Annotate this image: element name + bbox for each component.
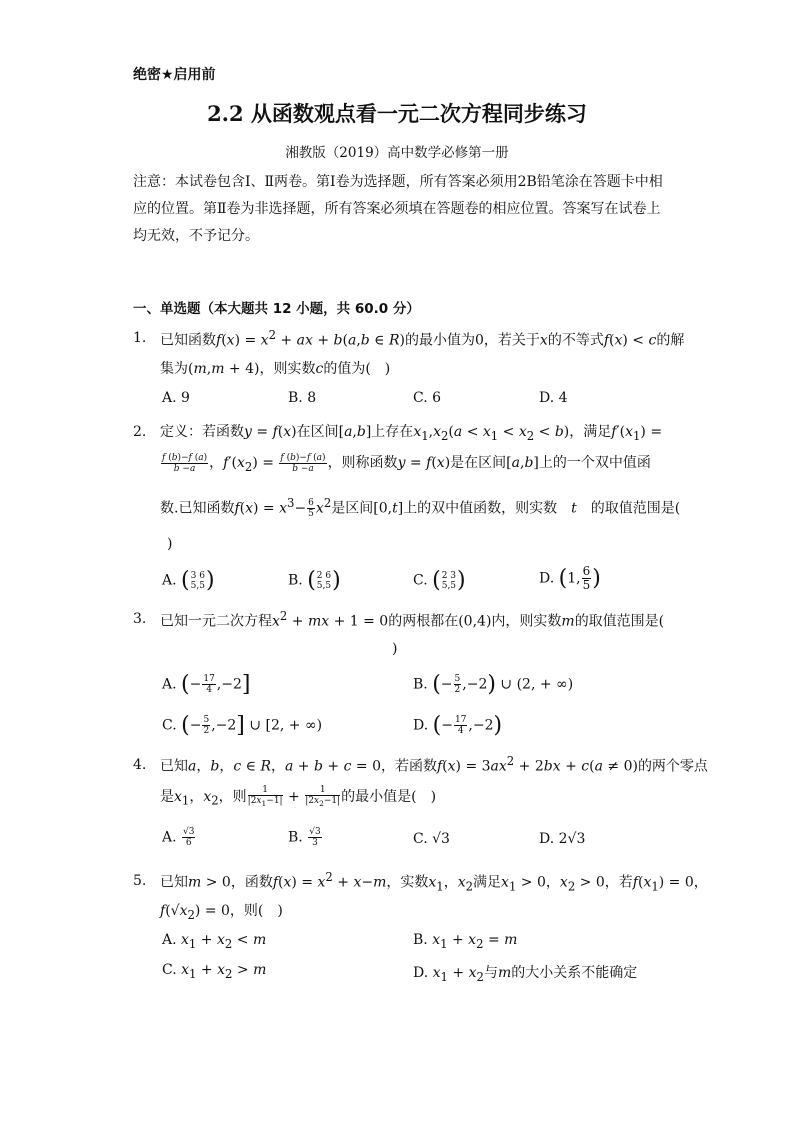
question-5-number: 5.: [133, 873, 147, 889]
question-2-stem-line2: $\frac{f (b)-f (a)}{b -a}$ ，$f'(x_2)$ = $\frac{f (b)-f (a)}{b -a}$ ，则称函数y = f(x)是在区间[a,b]上的一个双中值函: [162, 452, 651, 474]
question-2-option-d[interactable]: D. (1, $\frac{6}{5}$ ): [539, 564, 601, 592]
question-5-option-d[interactable]: D. $x_1 + x_2$与m的大小关系不能确定: [413, 965, 638, 984]
question-1-stem-line2: 集为(m,m + 4)，则实数c的值为( ): [160, 361, 391, 377]
question-3-number: 3.: [133, 611, 147, 627]
question-2-option-b[interactable]: B. ( 2 6 5,5 ): [288, 568, 341, 593]
question-1-option-c[interactable]: C. 6: [413, 390, 442, 406]
question-4-option-d[interactable]: D. 2√3: [539, 831, 586, 847]
question-5-option-b[interactable]: B. $x_1 + x_2 = m$: [413, 932, 518, 951]
question-2-option-a[interactable]: A. ( 3 6 5,5 ): [162, 568, 215, 593]
question-1-stem-line1: 已知函数$f(x) = x^2$ + ax + b(a,b ∈ R)的最小值为0，若关于x的不等式f(x) < c的解: [160, 328, 685, 349]
question-2-option-c[interactable]: C. ( 2 3 5,5 ): [413, 568, 466, 593]
question-4-option-b[interactable]: B. $\frac{√3}{3}$: [288, 827, 321, 848]
question-2-stem-line3: 数.已知函数$f(x) = x^3-$ $\frac{6}{5}$ $x^2$是区间[0,t]上的双中值函数，则实数 t 的取值范围是(: [160, 496, 681, 520]
question-5-stem-line2: $f(√x_2) = 0$，则( ): [160, 903, 283, 922]
confidential-label: 绝密★启用前: [133, 67, 216, 83]
question-3-option-c[interactable]: C. (− $\frac{5}{2}$ ,−2] ∪ [2, + ∞): [162, 713, 323, 738]
question-3-stem-line1: 已知一元二次方程$x^2$ + mx + 1 = 0的两根都在(0,4)内，则实数m的取值范围是(: [160, 609, 665, 630]
section-heading: 一、单选题（本大题共 12 小题，共 60.0 分）: [133, 301, 420, 317]
question-3-option-a[interactable]: A. (− $\frac{17}{4}$ ,−2]: [162, 672, 251, 697]
question-3-option-d[interactable]: D. (− $\frac{17}{4}$ ,−2): [413, 713, 503, 738]
question-5-option-c[interactable]: C. $x_1 + x_2 > m$: [162, 962, 267, 981]
question-1-option-b[interactable]: B. 8: [288, 390, 317, 406]
question-1-number: 1.: [133, 330, 147, 346]
question-3-stem-line2: ): [392, 641, 398, 657]
question-4-option-a[interactable]: A. $\frac{√3}{6}$: [162, 827, 195, 848]
question-2-number: 2.: [133, 424, 147, 440]
page-title: 2.2 从函数观点看一元二次方程同步练习: [207, 101, 587, 126]
page-subtitle: 湘教版（2019）高中数学必修第一册: [285, 145, 509, 161]
question-5-option-a[interactable]: A. $x_1 + x_2 < m$: [162, 932, 267, 951]
question-1-option-d[interactable]: D. 4: [539, 390, 568, 406]
question-5-stem-line1: 已知m > 0，函数$f(x) = x^2 + x-m$，实数$x_1$，$x_2$满足$x_1 > 0$，$x_2 > 0$，若$f(x_1) = 0$，: [160, 870, 708, 894]
question-1-option-a[interactable]: A. 9: [162, 390, 190, 406]
question-4-stem-line1: 已知a，b，c ∈ R，a + b + c = 0，若函数$f(x) = 3ax^2 + 2bx + c(a \ne 0)$的两个零点: [160, 754, 708, 775]
question-3-option-b[interactable]: B. (− $\frac{5}{2}$ ,−2) ∪ (2, + ∞): [413, 672, 574, 697]
question-4-option-c[interactable]: C. √3: [413, 831, 450, 847]
question-2-stem-line1: 定义：若函数y = f(x)在区间[a,b]上存在$x_1,x_2(a < x_1 < x_2 < b)$，满足$f'(x_1)$ =: [160, 424, 663, 443]
exam-notice: 注意：本试卷包含Ⅰ、Ⅱ两卷。第Ⅰ卷为选择题，所有答案必须用2B铅笔涂在答题卡中相应的位置。第Ⅱ卷为非选择题，所有答案必须填在答题卷的相应位置。答案写在试卷上均无效，不予记分。: [133, 174, 663, 244]
question-2-stem-line4: ): [167, 536, 173, 552]
question-4-number: 4.: [133, 757, 147, 773]
question-4-stem-line2: 是$x_1$，$x_2$，则 $\frac{1}{|2x_1-1|}$ + $\frac{1}{|2x_2-1|}$ 的最小值是( ): [160, 785, 437, 808]
